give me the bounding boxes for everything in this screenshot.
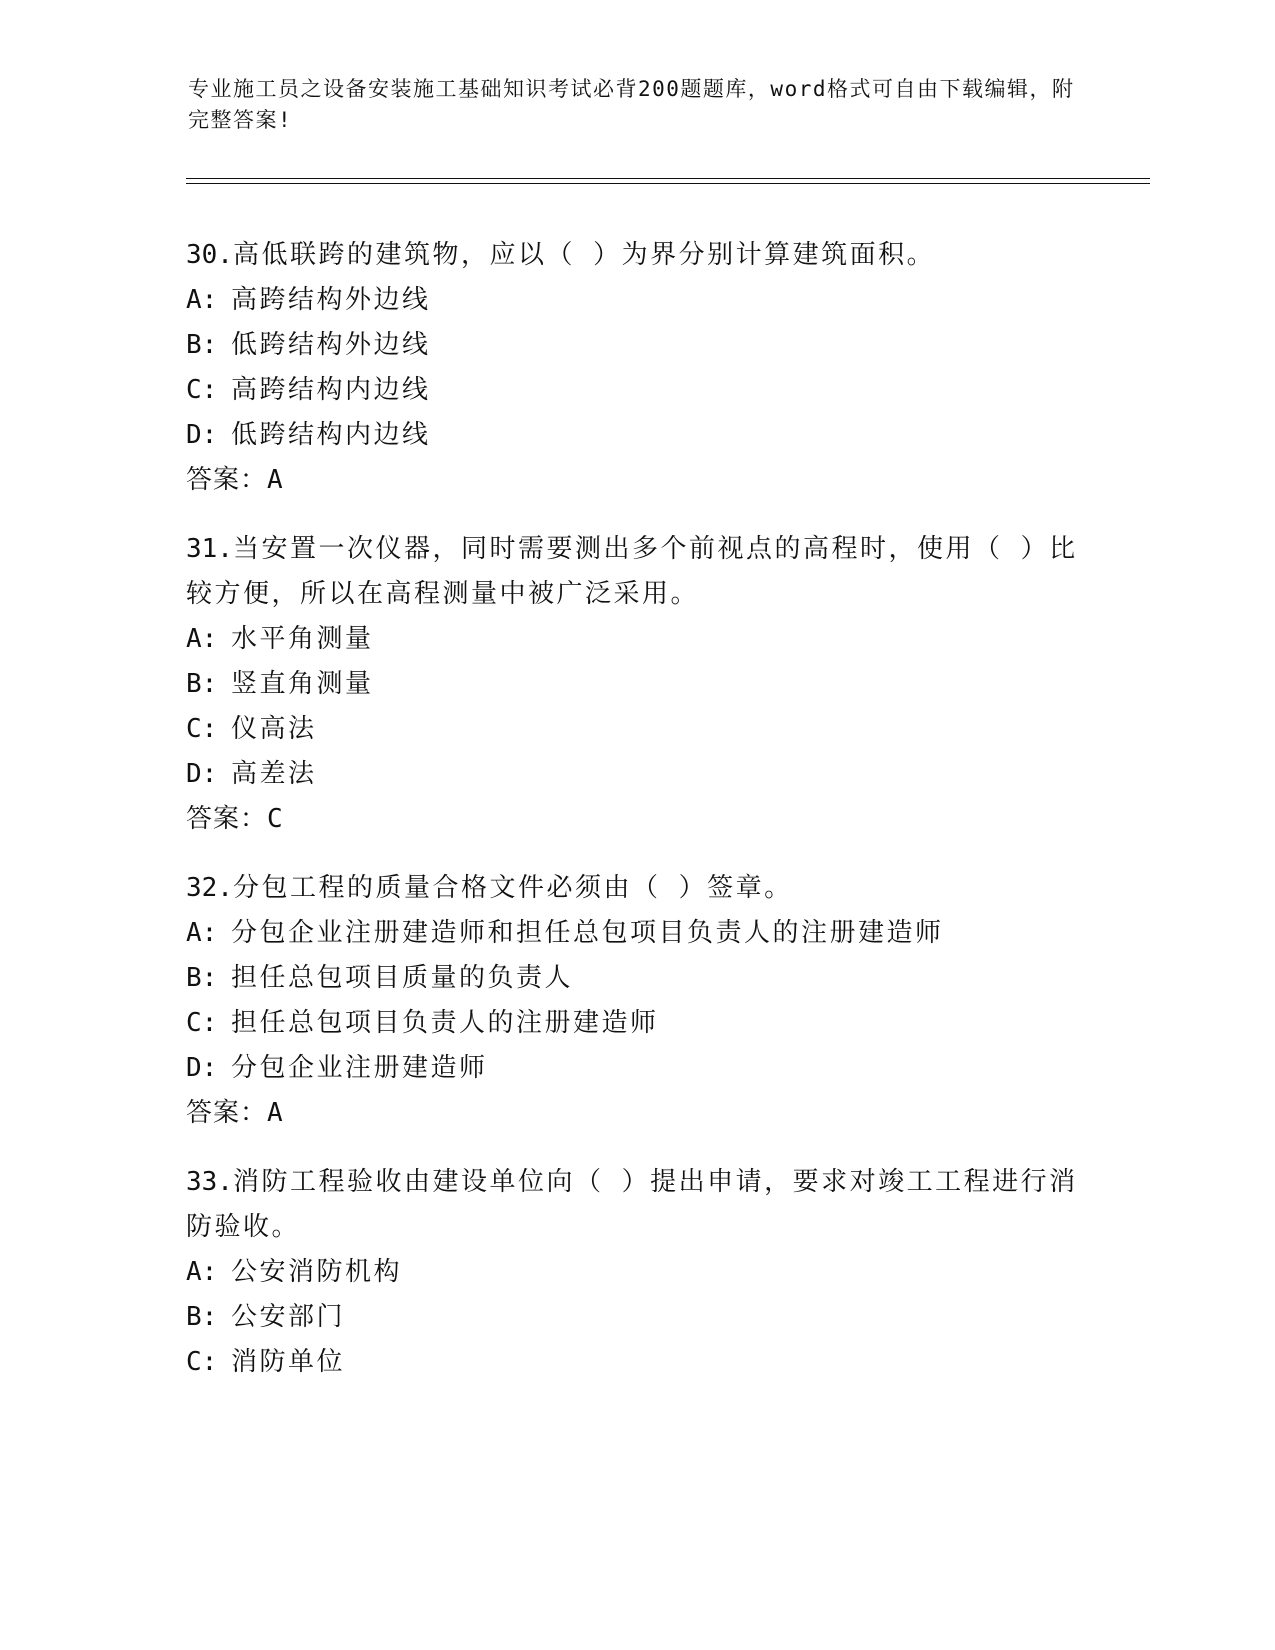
- answer-label: 答案：: [186, 804, 268, 834]
- option-text: 高跨结构外边线: [231, 285, 431, 315]
- answer-line: [186, 1091, 1086, 1136]
- answer-value: C: [267, 804, 284, 834]
- question-32: [186, 866, 1086, 1136]
- option-b: [186, 1295, 1086, 1340]
- question-text: [186, 1160, 1086, 1250]
- option-letter: A:: [186, 285, 218, 315]
- option-c: [186, 1001, 1086, 1046]
- question-31: [186, 527, 1086, 842]
- option-text: 仪高法: [231, 714, 317, 744]
- option-letter: A:: [186, 918, 218, 948]
- answer-label: 答案：: [186, 465, 268, 495]
- option-letter: D:: [186, 759, 218, 789]
- answer-value: A: [267, 1098, 284, 1128]
- question-30: [186, 233, 1086, 503]
- answer-line: [186, 458, 1086, 503]
- question-number: 32.: [186, 873, 233, 903]
- option-a: [186, 617, 1086, 662]
- option-text: 竖直角测量: [231, 669, 374, 699]
- option-text: 公安消防机构: [231, 1257, 403, 1287]
- option-text: 水平角测量: [231, 624, 374, 654]
- option-letter: C:: [186, 375, 218, 405]
- question-stem: 当安置一次仪器，同时需要测出多个前视点的高程时，使用（ ）比较方便，所以在高程测量中被广泛采用。: [186, 534, 1078, 609]
- option-d: [186, 1046, 1086, 1091]
- question-text: [186, 527, 1086, 617]
- answer-value: A: [267, 465, 284, 495]
- document-header-title: 专业施工员之设备安装施工基础知识考试必背200题题库，word格式可自由下载编辑，附完整答案!: [188, 77, 1075, 132]
- option-a: [186, 1250, 1086, 1295]
- question-stem: 消防工程验收由建设单位向（ ）提出申请，要求对竣工工程进行消防验收。: [186, 1167, 1078, 1242]
- option-text: 分包企业注册建造师: [231, 1053, 488, 1083]
- question-stem: 分包工程的质量合格文件必须由（ ）签章。: [232, 873, 793, 903]
- question-list: [186, 233, 1086, 1409]
- option-c: [186, 368, 1086, 413]
- option-letter: C:: [186, 1008, 218, 1038]
- option-d: [186, 752, 1086, 797]
- answer-label: 答案：: [186, 1098, 268, 1128]
- answer-line: [186, 797, 1086, 842]
- option-text: 高差法: [231, 759, 317, 789]
- option-text: 低跨结构内边线: [231, 420, 431, 450]
- option-letter: C:: [186, 1347, 218, 1377]
- option-d: [186, 413, 1086, 458]
- header-divider-top: [186, 178, 1150, 179]
- question-text: [186, 866, 1086, 911]
- option-text: 担任总包项目质量的负责人: [231, 963, 574, 993]
- option-letter: B:: [186, 330, 218, 360]
- option-text: 公安部门: [231, 1302, 346, 1332]
- option-text: 消防单位: [231, 1347, 346, 1377]
- question-stem: 高低联跨的建筑物，应以（ ）为界分别计算建筑面积。: [232, 240, 936, 270]
- option-letter: A:: [186, 1257, 218, 1287]
- option-b: [186, 662, 1086, 707]
- option-letter: B:: [186, 669, 218, 699]
- option-b: [186, 956, 1086, 1001]
- option-text: 高跨结构内边线: [231, 375, 431, 405]
- option-text: 分包企业注册建造师和担任总包项目负责人的注册建造师: [231, 918, 944, 948]
- option-text: 担任总包项目负责人的注册建造师: [231, 1008, 659, 1038]
- option-b: [186, 323, 1086, 368]
- option-letter: D:: [186, 420, 218, 450]
- option-c: [186, 707, 1086, 752]
- option-letter: D:: [186, 1053, 218, 1083]
- option-c: [186, 1340, 1086, 1385]
- option-a: [186, 278, 1086, 323]
- question-number: 30.: [186, 240, 233, 270]
- option-letter: B:: [186, 1302, 218, 1332]
- question-number: 33.: [186, 1167, 233, 1197]
- option-letter: C:: [186, 714, 218, 744]
- question-number: 31.: [186, 534, 233, 564]
- question-text: [186, 233, 1086, 278]
- header-divider-bottom: [186, 183, 1150, 184]
- option-letter: A:: [186, 624, 218, 654]
- option-text: 低跨结构外边线: [231, 330, 431, 360]
- question-33: [186, 1160, 1086, 1385]
- option-a: [186, 911, 1086, 956]
- option-letter: B:: [186, 963, 218, 993]
